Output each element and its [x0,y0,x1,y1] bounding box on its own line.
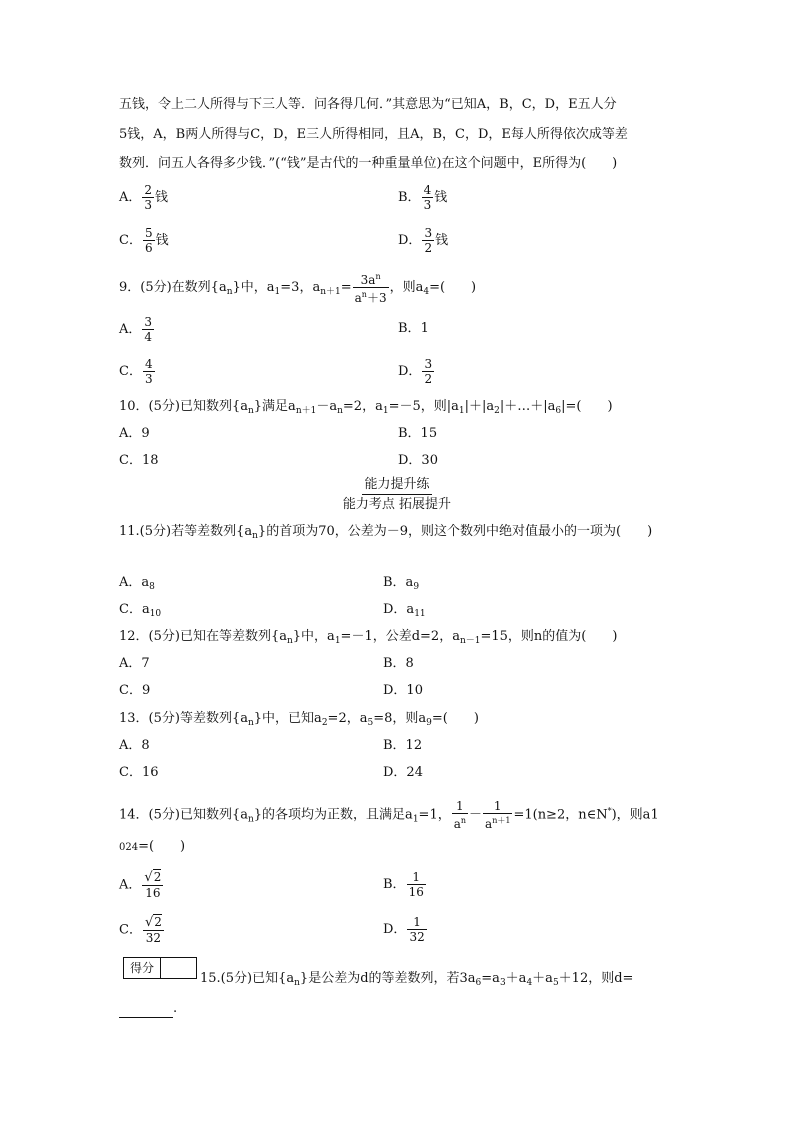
intro-line-2: 5钱，A，B两人所得与C，D，E三人所得相同，且A，B，C，D，E每人所得依次成等差 [119,127,628,142]
q10-option-d: D．30 [398,453,438,468]
q15-answer-line: . [119,1000,177,1018]
score-underline [123,978,197,979]
q13-option-c: C．16 [119,765,159,780]
q11-option-d: D．$a_{11}$ [383,602,426,619]
q10-option-b: B．15 [398,426,438,441]
q9-option-d: D． $\frac{3}{2}$ [398,357,433,386]
q12-option-b: B．8 [383,656,414,671]
q9-stem: 9．(5分)在数列$\{a_n\}$中，$a_1=3$，$a_{n+1}=$ $\frac{3a^n}{a^n+3}$ ，则$a_4=$( ) [119,272,477,305]
q13-option-d: D．24 [383,765,423,780]
q14-option-a: A． $\frac{√2}{16}$ [119,870,162,900]
intro-line-1: 五钱，令上二人所得与下三人等．问各得几何．”其意思为“已知A，B，C，D，E五人分 [119,97,617,112]
q12-stem: 12．(5分)已知在等差数列$\{a_n\}$中，$a_1=-1$，公差d=2，$a_{n-1}=15$，则n的值为( ) [119,629,618,646]
q12-option-a: A．7 [119,656,150,671]
q11-option-a: A．$a_8$ [119,575,155,592]
q14-option-d: D． $\frac{1}{32}$ [383,915,425,944]
q14-stem-line-2: 024=( ) [119,839,186,854]
q8-option-d: D． $\frac{3}{2}$ 钱 [398,226,449,255]
q14-stem: 14．(5分)已知数列$\{a_n\}$的各项均为正数，且满足$a_1=1$， $\frac{1}{a^n}$ － $\frac{1}{a^{n+1}}$ =1(n≥2，n∈N*)，则a1 [119,799,659,831]
q10-stem: 10．(5分)已知数列$\{a_n\}$满足$a_{n+1}-a_n=2$，$a_1=-5$，则$|a_1|+|a_2|+\dots+|a_6|=$( ) [119,399,613,416]
score-label: 得分 [124,958,161,978]
answer-blank[interactable] [119,1005,173,1018]
q9-option-a: A． $\frac{3}{4}$ [119,315,153,344]
q10-option-c: C．18 [119,453,159,468]
q14-option-c: C． $\frac{√2}{32}$ [119,915,162,945]
q11-stem: 11.(5分)若等差数列$\{a_n\}$的首项为70，公差为－9，则这个数列中绝对值最小的一项为( ) [119,524,653,541]
q13-option-b: B．12 [383,738,423,753]
q11-option-c: C．$a_{10}$ [119,602,162,619]
score-box [123,957,197,979]
q12-option-d: D．10 [383,683,423,698]
q8-option-c: C． $\frac{5}{6}$ 钱 [119,226,169,255]
intro-line-3: 数列．问五人各得多少钱．”(“钱”是古代的一种重量单位)在这个问题中，E所得为( ) [119,156,618,171]
q8-option-a: A． $\frac{2}{3}$ 钱 [119,183,169,212]
q8-option-b: B． $\frac{4}{3}$ 钱 [398,183,448,212]
q15-stem: 15.(5分)已知$\{a_n\}$是公差为d的等差数列，若$3a_6=a_3+a_4+a_5+12$，则d= [200,971,634,988]
q11-option-b: B．$a_9$ [383,575,420,592]
q13-option-a: A．8 [119,738,150,753]
section-title: 能力提升练 [0,476,794,495]
score-field[interactable] [161,958,196,978]
q12-option-c: C．9 [119,683,151,698]
q9-option-c: C． $\frac{4}{3}$ [119,357,153,386]
q9-option-b: B．1 [398,321,429,336]
q14-option-b: B． $\frac{1}{16}$ [383,870,424,899]
q13-stem: 13．(5分)等差数列$\{a_n\}$中，已知$a_2=2$，$a_5=8$，则$a_9=$( ) [119,711,479,728]
q10-option-a: A．9 [119,426,150,441]
section-subtitle: 能力考点 拓展提升 [342,497,452,512]
